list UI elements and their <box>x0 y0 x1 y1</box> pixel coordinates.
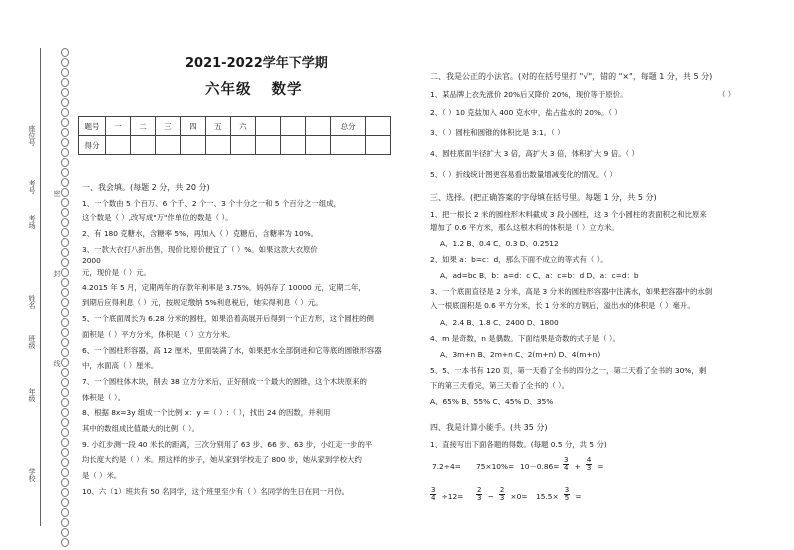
score-cell: 二 <box>131 117 156 136</box>
score-cell[interactable] <box>306 136 331 155</box>
choice-5-options: A、65% B、55% C、45% D、35% <box>430 397 554 406</box>
judge-4-text: 4、圆柱底面半径扩大 3 倍，高扩大 3 倍，体积扩大 9 倍。（ ） <box>430 149 639 158</box>
calc-item-7: 15.5× $\frac{3}{5}$ = <box>536 486 582 502</box>
binding-margin <box>0 0 70 550</box>
q9-line-a: 9. 小红步测一段 40 米长的距离，三次分别用了 63 步、66 步、63 步，小红走一步的平 <box>82 440 373 449</box>
score-cell <box>281 117 306 136</box>
score-cell[interactable] <box>331 136 366 155</box>
fraction: $\frac{3}{4}$ <box>431 486 436 502</box>
q3-line-c: 元，现价是（ ）元。 <box>82 268 151 277</box>
score-table-score-row <box>79 136 391 155</box>
score-cell[interactable] <box>156 136 181 155</box>
exam-grade: 六年级 <box>205 82 252 98</box>
score-cell <box>256 117 281 136</box>
calc-heading: 1、直接写出下面各题的得数。(每题 0.5 分，共 5 分) <box>430 440 607 449</box>
section-4-heading: 四、我是计算小能手。(共 35 分) <box>430 423 548 432</box>
score-table <box>78 116 391 155</box>
q7-line-b: 体积是（ ）。 <box>82 393 125 402</box>
seal-char-mi: 密 <box>53 190 61 197</box>
q10-line: 10、六（1）班共有 50 名同学，这个班里至少有（ ）名同学的生日在同一月份。 <box>82 487 350 496</box>
calc-item-2: 75×10%= <box>476 462 515 471</box>
judge-2-text: 2、（ ）10 克盐加入 400 克水中，盐占盐水的 20%。（ ） <box>430 108 622 117</box>
choice-4-options: A、3m+n B、2m+n C、2(m+n) D、4(m+n) <box>440 350 601 359</box>
choice-1-options: A、1.2 B、0.4 C、0.3 D、0.2512 <box>440 239 559 248</box>
score-cell: 四 <box>181 117 206 136</box>
section-2-heading: 二、我是公正的小法官。(对的在括号里打 "√"，错的 "×"，每题 1 分，共 5 分) <box>430 72 713 81</box>
score-cell: 三 <box>156 117 181 136</box>
q1-line-a: 1、一个数由 5 个百万、6 个千、2 个一、3 个十分之一和 5 个百分之一组成， <box>82 199 341 208</box>
choice-4-line: 4、m 是奇数，n 是偶数。下面结果是奇数的式子是（ ）。 <box>430 334 620 343</box>
fraction: $\frac{2}{3}$ <box>499 486 505 502</box>
exam-year-title: 2021-2022学年下学期 <box>185 56 328 71</box>
binding-label-name: 姓名 <box>28 295 36 309</box>
fraction: $\frac{2}{3}$ <box>477 486 482 502</box>
section-1-heading: 一、我会填。(每题 2 分，共 20 分) <box>82 183 210 192</box>
score-cell[interactable] <box>231 136 256 155</box>
calc-item-3: 10－0.86= <box>520 462 560 471</box>
q3-line-a: 3、一款大衣打八折出售，现价比原价便宜了（ ）%。如果这款大衣原价 <box>82 245 318 254</box>
binding-label-grade: 年级 <box>28 388 36 402</box>
q5-line-a: 5、一个底面周长为 6.28 分米的圆柱，如果沿着高展开后得到一个正方形，这个圆柱的侧 <box>82 314 374 323</box>
q3-line-b: 2000 <box>82 256 101 265</box>
judge-3-text: 3、（ ）圆柱和圆锥的体积比是 3:1。（ ） <box>430 128 565 137</box>
binding-label-seat: 座位号 <box>28 125 36 146</box>
choice-3-line-a: 3、一个底面直径是 2 分米，高是 3 分米的圆柱形容器中注满水，如果把容器中的水倒 <box>430 287 713 296</box>
choice-2-line: 2、如果 a：b=c：d，那么下面不成立的等式有（ ）。 <box>430 255 608 264</box>
binding-holes <box>60 48 70 526</box>
q1-line-b: 这个数是（ ）,改写成"万"作单位的数是（ ）。 <box>82 213 233 222</box>
exam-subject: 数学 <box>271 82 303 98</box>
choice-5-line-a: 5、5、一本书有 120 页，第一天看了全书的四分之一，第二天看了全书的 30%，剩 <box>430 366 707 375</box>
q8-line-a: 8、根据 8x=3y 组成一个比例 x：y =（ ）:（ ），找出 24 的因数，并利用 <box>82 408 331 417</box>
judge-1-paren: （ ） <box>718 90 736 99</box>
score-cell: 得分 <box>79 136 106 155</box>
calc-item-4: $\frac{3}{4}$ + $\frac{4}{3}$ = <box>564 456 604 472</box>
calc-item-1: 7.2÷4= <box>432 462 461 471</box>
score-cell[interactable] <box>206 136 231 155</box>
choice-3-options: A、2.4 B、1.8 C、2400 D、1800 <box>440 318 559 327</box>
q5-line-b: 面积是（ ）平方分米，体积是（ ）立方分米。 <box>82 330 235 339</box>
q4-line-b: 到期后应得利息（ ）元，按规定缴纳 5%利息税后，她实得利息（ ）元。 <box>82 298 323 307</box>
exam-title <box>205 78 323 99</box>
choice-3-line-b: 入一根底面积是 0.6 平方分米，长 1 分米的方钢后，溢出水的体积是（ ）毫升。 <box>430 301 695 310</box>
score-cell-total: 总分 <box>331 117 366 136</box>
choice-2-options: A、ad=bc B、b：a=d：c C、a：c=b：d D、a：c=d：b <box>440 271 639 280</box>
score-table-header-row <box>79 117 391 136</box>
score-cell <box>306 117 331 136</box>
calc-item-6: $\frac{2}{3}$ − $\frac{2}{3}$ ×0= <box>477 486 528 502</box>
score-cell[interactable] <box>181 136 206 155</box>
choice-5-line-b: 下的第三天看完，第三天看了全书的（ ）。 <box>430 381 570 390</box>
q8-line-b: 其中的数组成比值最大的比例（ ）。 <box>82 424 199 433</box>
score-cell <box>366 117 391 136</box>
choice-1-line-a: 1、把一根长 2 米的圆柱形木料截成 3 段小圆柱，这 3 个小圆柱的表面积之和比原来 <box>430 210 707 219</box>
choice-1-line-b: 增加了 0.6 平方米，那么这根木料的体积是（ ）立方米。 <box>430 223 619 232</box>
score-cell[interactable] <box>281 136 306 155</box>
q6-line-b: 中，水面高（ ）厘米。 <box>82 361 159 370</box>
binding-label-class: 班级 <box>28 335 36 349</box>
section-3-heading: 三、选择。(把正确答案的字母填在括号里。每题 1 分，共 5 分) <box>430 193 657 202</box>
q9-line-b: 均长度大约是（ ）米。照这样的步子，她从家到学校走了 800 步，她从家到学校大约 <box>82 455 362 464</box>
q6-line-a: 6、一个圆柱形容器，高 12 厘米，里面装满了水，如果把水全部倒进和它等底的圆锥形容器 <box>82 346 382 355</box>
judge-5-text: 5、（ ）折线统计图更容易看出数量增减变化的情况。（ ） <box>430 170 617 179</box>
binding-label-school: 学校 <box>28 468 36 482</box>
fraction: $\frac{3}{5}$ <box>564 486 570 502</box>
score-cell: 五 <box>206 117 231 136</box>
seal-char-feng: 封 <box>53 270 61 277</box>
score-cell[interactable] <box>106 136 131 155</box>
q2-line: 2、有 180 克糖水，含糖率 5%，再加入（ ）克糖后，含糖率为 10%。 <box>82 229 319 238</box>
q9-line-c: 是（ ）米。 <box>82 471 122 480</box>
score-cell[interactable] <box>366 136 391 155</box>
score-cell: 六 <box>231 117 256 136</box>
fraction: $\frac{4}{3}$ <box>586 456 592 472</box>
score-cell[interactable] <box>131 136 156 155</box>
seal-char-xian: 线 <box>53 360 61 367</box>
binding-line <box>40 48 41 526</box>
score-cell: 题号 <box>79 117 106 136</box>
q7-line-a: 7、一个圆柱体木块，削去 38 立方分米后，正好削成一个最大的圆锥，这个木块原来的 <box>82 377 367 386</box>
score-cell[interactable] <box>256 136 281 155</box>
binding-label-room: 考场 <box>28 215 36 229</box>
fraction: $\frac{3}{4}$ <box>564 456 569 472</box>
score-cell: 一 <box>106 117 131 136</box>
judge-1-text: 1、某品牌上衣先涨价 20%后又降价 20%，现价等于原价。 <box>430 90 628 99</box>
binding-label-id: 考号 <box>28 180 36 194</box>
calc-item-5: $\frac{3}{4}$ ÷12= <box>431 486 464 502</box>
q4-line-a: 4.2015 年 5 月，定期两年的存款年利率是 3.75%。妈妈存了 10000 元，定期二年， <box>82 283 366 292</box>
